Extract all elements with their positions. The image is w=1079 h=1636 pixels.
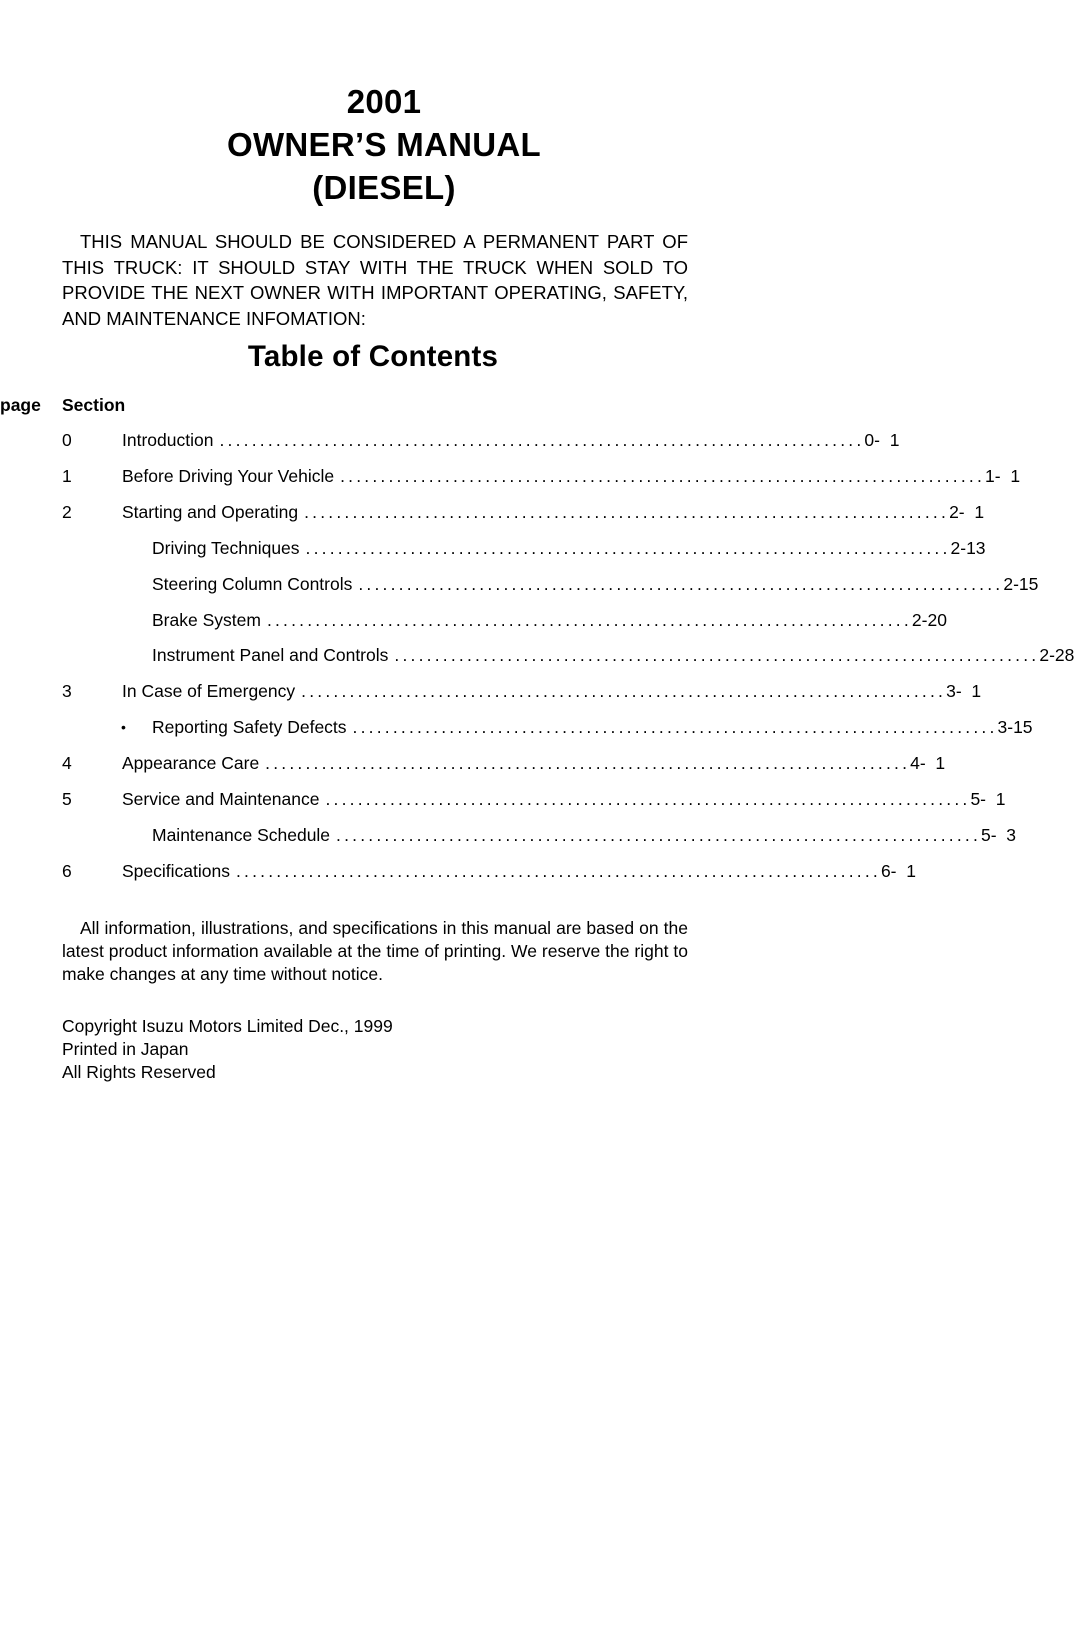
toc-entry (122, 679, 982, 703)
toc-entry-page: 2-13 (950, 537, 986, 558)
toc-dot-leader: ................................................................................ (352, 717, 998, 738)
toc-entry (122, 787, 1006, 811)
disclaimer-paragraph: All information, illustrations, and specifications in this manual are based on the latest product information available at the time of printing. We reserve the right to make changes at any time without notice. (62, 918, 688, 984)
toc-dot-leader: ................................................................................ (301, 681, 947, 702)
toc-section-number: 1 (62, 465, 72, 486)
toc-row (0, 679, 982, 703)
toc-entry-page: 2- 1 (949, 501, 985, 522)
toc-entry (122, 428, 900, 452)
toc-section-header: Section (62, 395, 126, 415)
toc-entry-page: 2-15 (1003, 573, 1039, 594)
copyright-line: Copyright Isuzu Motors Limited Dec., 1999 (62, 1016, 393, 1036)
toc-entry-page: 2-28 (1039, 645, 1075, 666)
toc-row (0, 823, 1017, 847)
title-manual: OWNER’S MANUAL (226, 126, 541, 163)
title-diesel: (DIESEL) (312, 169, 456, 206)
toc-dot-leader: ................................................................................ (358, 573, 1004, 594)
toc-dot-leader: ................................................................................ (304, 501, 950, 522)
toc-entry-page: 5- 1 (970, 789, 1006, 809)
toc-entry (122, 500, 985, 524)
toc-entry-title: Introduction (122, 430, 214, 450)
toc-section-number: 0 (62, 430, 72, 450)
toc-entry-title: Instrument Panel and Controls (152, 645, 389, 666)
toc-section-number: 4 (62, 753, 72, 774)
toc-dot-leader: ................................................................................ (266, 609, 912, 630)
toc-entry-page: 0- 1 (864, 430, 900, 450)
toc-row (0, 464, 1021, 488)
toc-entry-title: Brake System (152, 609, 261, 630)
toc-entry (122, 751, 946, 775)
toc-entry (152, 715, 1033, 739)
toc-entry-title: Before Driving Your Vehicle (122, 465, 335, 486)
toc-entry (152, 643, 1075, 667)
toc-dot-leader: ................................................................................ (336, 824, 982, 845)
toc-row (0, 859, 916, 883)
bullet-icon: • (121, 719, 126, 736)
toc-section-number: 6 (62, 860, 72, 881)
toc-page-header: page (0, 395, 41, 415)
toc-row (0, 572, 1039, 596)
toc-section-number: 2 (62, 501, 72, 522)
toc-row (0, 751, 946, 775)
toc-entry-page: 6- 1 (880, 860, 916, 881)
toc-entry-title: Specifications (122, 860, 230, 881)
toc-row (0, 428, 900, 452)
toc-entry-page: 1- 1 (985, 465, 1021, 486)
toc-heading: Table of Contents (247, 340, 499, 373)
toc-entry-title: Starting and Operating (122, 501, 299, 522)
toc-entry-title: In Case of Emergency (122, 681, 296, 702)
title-year: 2001 (346, 83, 422, 120)
toc-row (0, 536, 986, 560)
toc-dot-leader: ................................................................................ (340, 465, 986, 486)
toc-entry-title: Service and Maintenance (122, 789, 320, 809)
toc-dot-leader: ................................................................................ (265, 753, 911, 774)
toc-entry (122, 464, 1021, 488)
toc-entry (152, 536, 986, 560)
toc-entry (152, 608, 947, 632)
toc-row (0, 608, 947, 632)
toc-entry-page: 2-20 (911, 609, 947, 630)
toc-row (0, 715, 1033, 739)
toc-entry-page: 3-15 (997, 717, 1033, 738)
toc-section-number: 5 (62, 789, 72, 809)
toc-dot-leader: ................................................................................ (235, 860, 881, 881)
toc-entry-title: Driving Techniques (152, 537, 300, 558)
toc-dot-leader: ................................................................................ (305, 537, 951, 558)
toc-entry-title: Maintenance Schedule (152, 824, 331, 845)
toc-entry-title: Steering Column Controls (152, 573, 353, 594)
toc-entry-page: 3- 1 (946, 681, 982, 702)
toc-dot-leader: ................................................................................ (219, 430, 865, 450)
toc-row (0, 500, 985, 524)
toc-dot-leader: ................................................................................ (394, 645, 1040, 666)
printed-in-line: Printed in Japan (62, 1039, 189, 1059)
permanent-part-notice: THIS MANUAL SHOULD BE CONSIDERED A PERMANENT PART OF THIS TRUCK: IT SHOULD STAY WITH THE TRUCK WHEN SOLD TO PROVIDE THE NEXT OWNER WITH IMPORTANT OPERATING, SAFETY, AND MAINTENANCE INFOMATION: (62, 231, 688, 330)
toc-entry-page: 4- 1 (910, 753, 946, 774)
toc-entry-title: Reporting Safety Defects (152, 717, 347, 738)
toc-entry (122, 859, 916, 883)
toc-entry (152, 823, 1017, 847)
toc-row (0, 787, 1006, 811)
toc-dot-leader: ................................................................................ (325, 789, 971, 809)
toc-section-number: 3 (62, 681, 72, 702)
toc-entry-page: 5- 3 (981, 824, 1017, 845)
toc-row (0, 643, 1075, 667)
copyright-block (62, 1015, 393, 1084)
toc-entry (152, 572, 1039, 596)
toc-entry-title: Appearance Care (122, 753, 260, 774)
title-block (0, 80, 768, 209)
rights-line: All Rights Reserved (62, 1062, 216, 1082)
